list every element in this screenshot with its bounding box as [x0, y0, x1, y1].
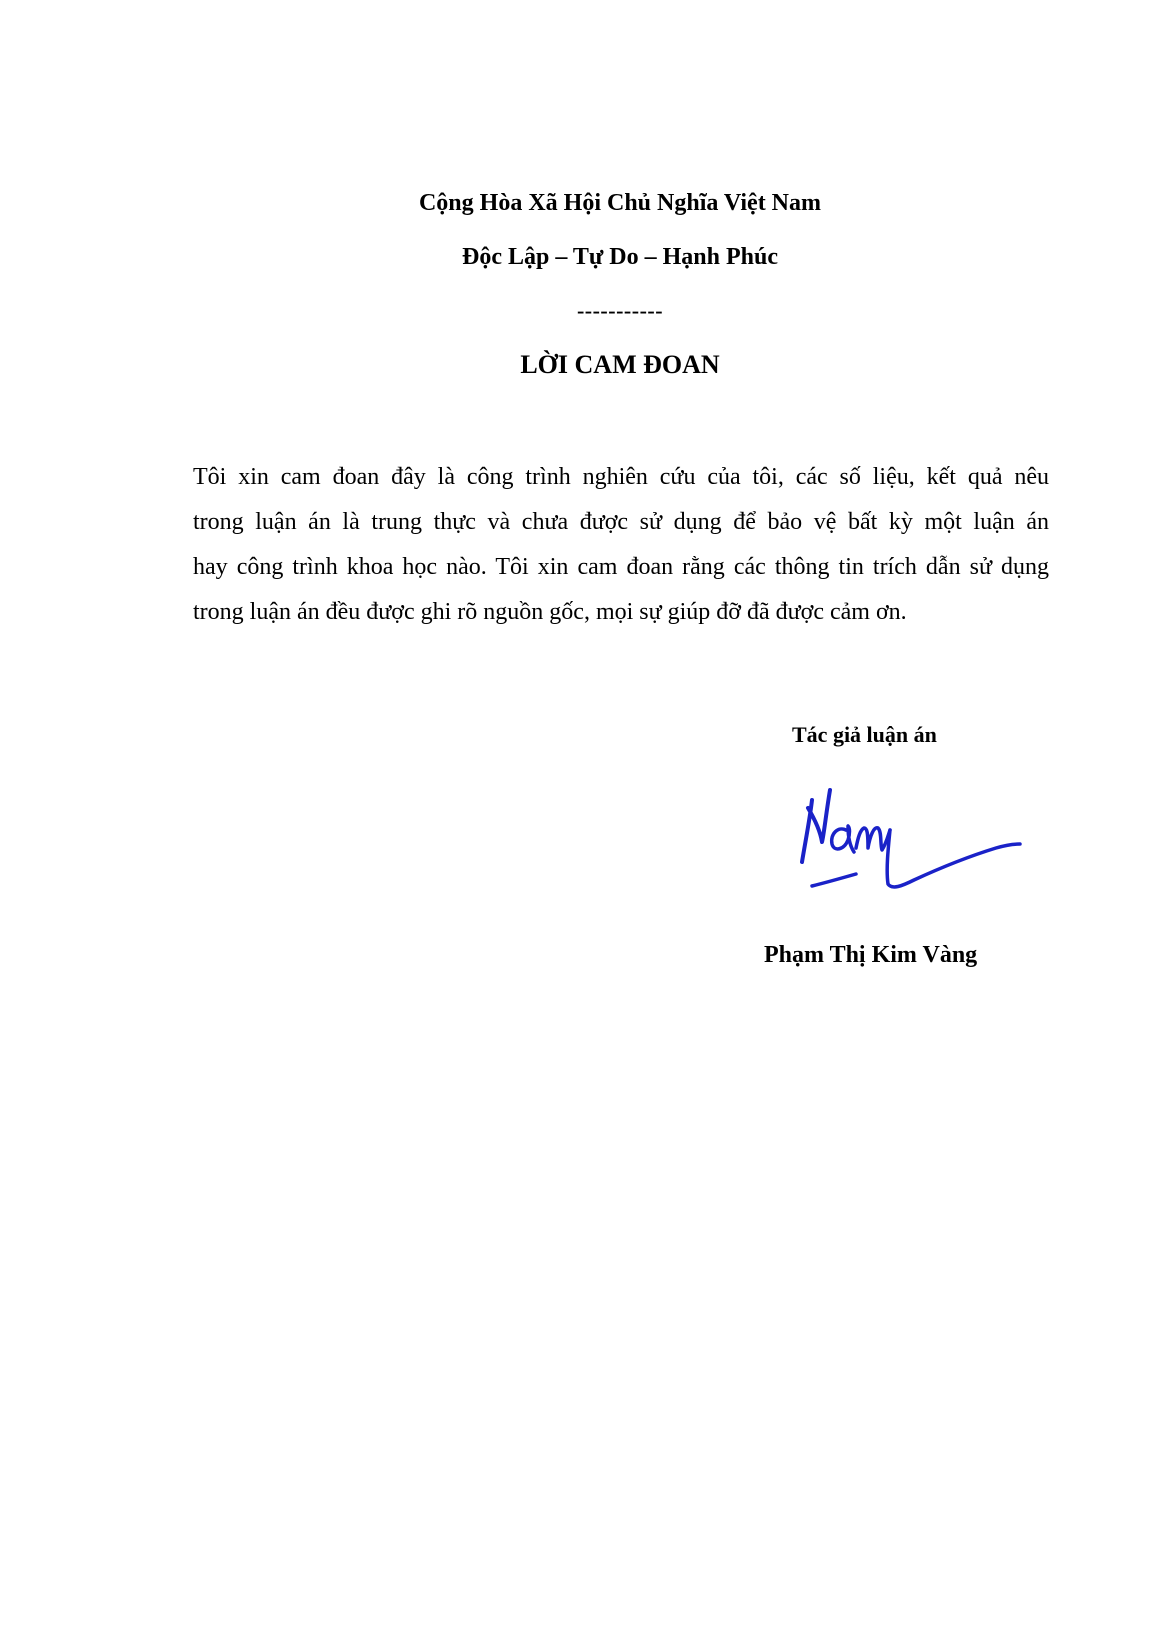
- body-line: trong luận án là trung thực và chưa được sử dụng để bảo vệ bất kỳ một luận án: [193, 509, 1049, 535]
- signature-stroke: [802, 790, 830, 862]
- author-name: Phạm Thị Kim Vàng: [764, 942, 978, 968]
- national-title: Cộng Hòa Xã Hội Chủ Nghĩa Việt Nam: [418, 190, 822, 216]
- body-line: hay công trình khoa học nào. Tôi xin cam đoan rằng các thông tin trích dẫn sử dụng: [193, 554, 1049, 580]
- body-line: trong luận án đều được ghi rõ nguồn gốc, mọi sự giúp đỡ đã được cảm ơn.: [193, 599, 907, 625]
- author-role: Tác giả luận án: [792, 722, 937, 747]
- body-line: Tôi xin cam đoan đây là công trình nghiên cứu của tôi, các số liệu, kết quả nêu: [193, 464, 1049, 490]
- signature-stroke: [812, 874, 856, 886]
- signature-stroke: [887, 830, 1020, 887]
- signature-stroke: [856, 828, 890, 850]
- national-motto: Độc Lập – Tự Do – Hạnh Phúc: [461, 244, 779, 270]
- header-separator: -----------: [576, 298, 664, 323]
- declaration-body: [193, 455, 1049, 635]
- document-title: LỜI CAM ĐOAN: [520, 350, 720, 379]
- signature-stroke: [832, 826, 854, 852]
- handwritten-signature: [790, 778, 1030, 908]
